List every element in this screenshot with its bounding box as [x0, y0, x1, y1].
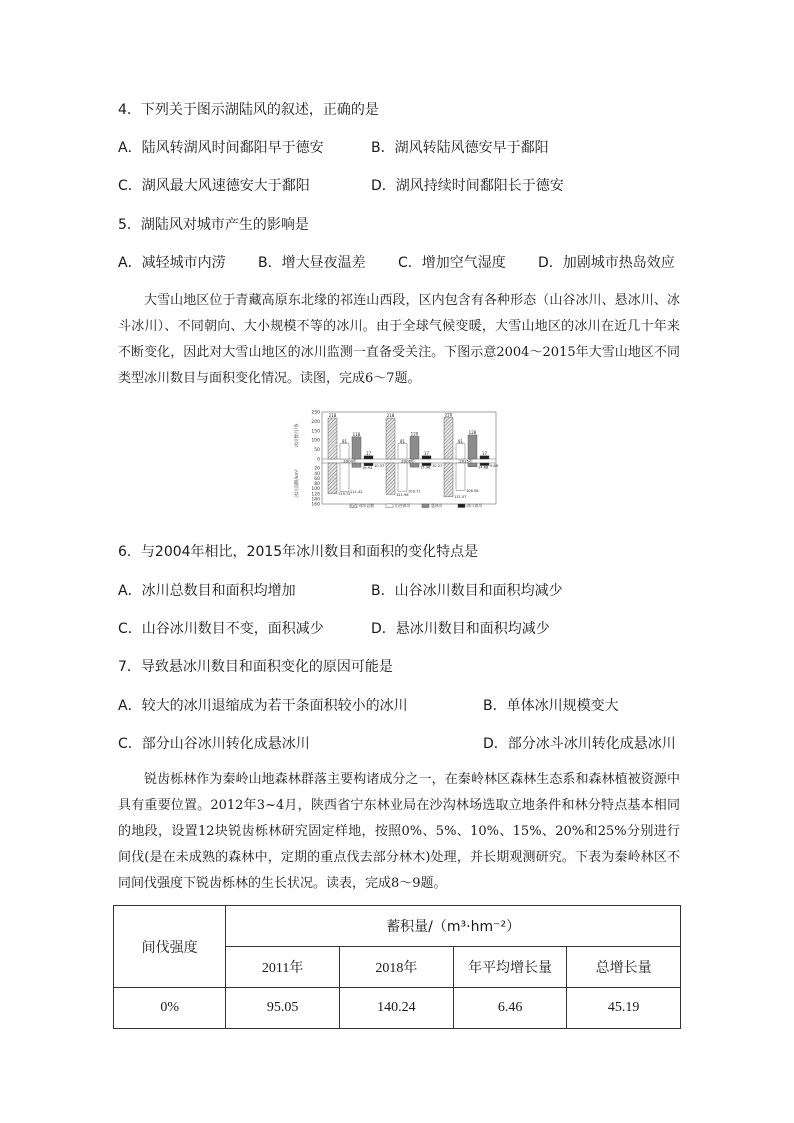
passage-glacier — [118, 288, 680, 392]
passage-glacier-text: 大雪山地区位于青藏高原东北缘的祁连山西段，区内包含有各种形态（山谷冰川、悬冰川、冰斗冰川）、不同朝向、大小规模不等的冰川。由于全球气候变暖，大雪山地区的冰川在近几十年来不断变化，因此对大雪山地区的冰川监测一直备受关注。下图示意2004～2015年大雪山地区不同类型冰川数目与面积变化情况。读图，完成6～7题。 — [118, 293, 680, 386]
table-cell: 140.24 — [339, 988, 453, 1029]
group-header-volume: 蓄积量/（m³·hm⁻²） — [226, 906, 681, 947]
count-bar — [386, 418, 395, 459]
category-label: 2008年 — [401, 458, 415, 464]
q5-option-b: B．增大昼夜温差 — [258, 255, 366, 271]
area-bar — [468, 463, 477, 467]
q4-stem: 4．下列关于图示湖陆风的叙述，正确的是 — [118, 102, 379, 118]
count-bar — [364, 456, 373, 459]
area-bar — [444, 463, 453, 497]
count-data-label: 81 — [457, 438, 464, 444]
upper-y-axis-label: 冰川数目/条 — [295, 423, 300, 448]
count-data-label: 81 — [399, 438, 406, 444]
count-bar — [328, 418, 337, 459]
count-bar — [352, 437, 361, 459]
q5-option-a: A．减轻城市内涝 — [118, 255, 226, 271]
area-data-label: 10.27 — [432, 464, 443, 469]
lower-tick-label: 100 — [311, 487, 320, 493]
legend-label: 悬冰川 — [431, 503, 443, 508]
upper-tick-label: 50 — [314, 448, 320, 454]
count-data-label: 81 — [341, 438, 348, 444]
count-data-label: 17 — [365, 450, 372, 456]
lower-tick-label: 140 — [311, 497, 320, 503]
legend-label: 冰川总数 — [359, 503, 375, 508]
lower-tick-label: 160 — [311, 502, 320, 508]
table-cell: 6.46 — [453, 988, 566, 1029]
area-data-label: 15.98 — [420, 465, 431, 470]
area-data-label: 131.07 — [454, 495, 467, 500]
passage-oak-text: 锐齿栎林作为秦岭山地森林群落主要构诸成分之一，在秦岭林区森林生态系和森林植被资源中具有重要位置。2012年3~4月，陕西省宁东林业局在沙沟林场选取立地条件和林分特点基本相同的地段，设置12块锐齿栎林研究固定样地，按照0%、5%、10%、15%、20%和25%分别进行间伐(是在未成熟的森林中，定期的重点伐去部分林木)处理，并长期观测研究。下表为秦岭林区不同间伐强度下锐齿栎林的生长状况。读表，完成8～9题。 — [118, 772, 680, 891]
area-data-label: 10.57 — [374, 464, 385, 469]
upper-tick-label: 100 — [311, 438, 320, 444]
table-header-row — [114, 906, 681, 947]
q4-option-c: C．湖风最大风速德安大于鄱阳 — [118, 178, 310, 194]
area-data-label: 109.71 — [408, 489, 421, 494]
area-bar — [364, 463, 373, 466]
count-data-label: 218 — [328, 413, 337, 419]
count-bar — [410, 436, 419, 459]
category-label: 2015年 — [459, 458, 473, 464]
area-bar — [410, 463, 419, 467]
glacier-chart-svg — [290, 407, 500, 511]
count-data-label: 120 — [410, 431, 419, 437]
area-data-label: 106.58 — [466, 488, 479, 493]
count-data-label: 17 — [423, 450, 430, 456]
q6-option-d: D．悬冰川数目和面积均减少 — [371, 621, 550, 637]
q6-stem: 6．与2004年相比，2015年冰川数目和面积的变化特点是 — [118, 544, 479, 560]
count-bar — [444, 418, 453, 459]
q5-option-c: C．增加空气湿度 — [398, 255, 506, 271]
upper-tick-label: 200 — [311, 419, 320, 425]
legend-label: 山谷冰川 — [395, 503, 411, 508]
col-header-2018: 2018年 — [339, 947, 453, 988]
lower-tick-label: 120 — [311, 492, 320, 498]
upper-tick-label: 0 — [317, 457, 320, 463]
area-data-label: 16.93 — [362, 465, 373, 470]
legend-label: 冰斗冰川 — [467, 503, 483, 508]
legend-swatch — [458, 504, 465, 508]
area-data-label: 111.42 — [350, 490, 363, 495]
q7-option-c: C．部分山谷冰川转化成悬冰川 — [118, 736, 310, 752]
area-data-label: 9.89 — [490, 464, 499, 469]
area-bar — [398, 463, 407, 491]
lower-tick-label: 80 — [314, 482, 320, 487]
count-bar — [480, 456, 489, 459]
q6-option-b: B．山谷冰川数目和面积均减少 — [371, 583, 563, 599]
upper-tick-label: 250 — [311, 410, 320, 416]
col-header-total-growth: 总增长量 — [567, 947, 681, 988]
lower-tick-label: 20 — [314, 466, 320, 472]
category-label: 2004年 — [343, 458, 357, 464]
growth-table — [113, 905, 681, 1029]
count-data-label: 118 — [352, 431, 361, 437]
q5-stem: 5．湖陆风对城市产生的影响是 — [118, 217, 309, 233]
q4-option-a: A．陆风转湖风时间鄱阳早于德安 — [118, 140, 324, 156]
upper-tick-label: 150 — [311, 429, 320, 435]
count-data-label: 17 — [481, 450, 488, 456]
col-header-annual-growth: 年平均增长量 — [453, 947, 566, 988]
q7-stem: 7．导致悬冰川数目和面积变化的原因可能是 — [118, 659, 393, 675]
lower-y-axis-label: 冰川面积/km² — [295, 469, 300, 498]
table-cell: 45.19 — [567, 988, 681, 1029]
q6-option-c: C．山谷冰川数目不变，面积减少 — [118, 621, 324, 637]
area-data-label: 121.96 — [396, 492, 409, 497]
col-header-2011: 2011年 — [226, 947, 340, 988]
legend-swatch — [422, 504, 429, 508]
area-data-label: 119.72 — [338, 492, 351, 497]
area-bar — [422, 463, 431, 466]
lower-tick-label: 60 — [314, 476, 320, 482]
lower-tick-label: 40 — [314, 471, 320, 477]
legend-swatch — [350, 504, 357, 508]
table-row — [114, 988, 681, 1029]
count-bar — [340, 444, 349, 459]
passage-oak — [118, 767, 680, 897]
count-data-label: 220 — [444, 412, 453, 418]
q7-option-b: B．单体冰川规模变大 — [483, 698, 619, 714]
count-data-label: 128 — [468, 429, 477, 435]
q7-option-d: D．部分冰斗冰川转化成悬冰川 — [483, 736, 676, 752]
table-cell-intensity: 0% — [114, 988, 226, 1029]
q7-option-a: A．较大的冰川退缩成为若干条面积较小的冰川 — [118, 698, 408, 714]
glacier-chart — [290, 407, 500, 511]
count-bar — [468, 435, 477, 459]
count-bar — [456, 444, 465, 459]
area-bar — [480, 463, 489, 466]
count-data-label: 218 — [386, 413, 395, 419]
area-bar — [352, 463, 361, 467]
q4-option-b: B．湖风转陆风德安早于鄱阳 — [371, 140, 549, 156]
row-header-intensity: 间伐强度 — [114, 906, 226, 988]
area-data-label: 14.88 — [478, 465, 489, 470]
area-bar — [340, 463, 349, 492]
count-bar — [398, 444, 407, 459]
area-bar — [328, 463, 337, 494]
q4-option-d: D．湖风持续时间鄱阳长于德安 — [371, 178, 564, 194]
q6-option-a: A．冰川总数目和面积均增加 — [118, 583, 296, 599]
legend-swatch — [386, 504, 393, 508]
area-bar — [456, 463, 465, 490]
area-bar — [386, 463, 395, 494]
q5-option-d: D．加剧城市热岛效应 — [538, 255, 675, 271]
count-bar — [422, 456, 431, 459]
table-cell: 95.05 — [226, 988, 340, 1029]
